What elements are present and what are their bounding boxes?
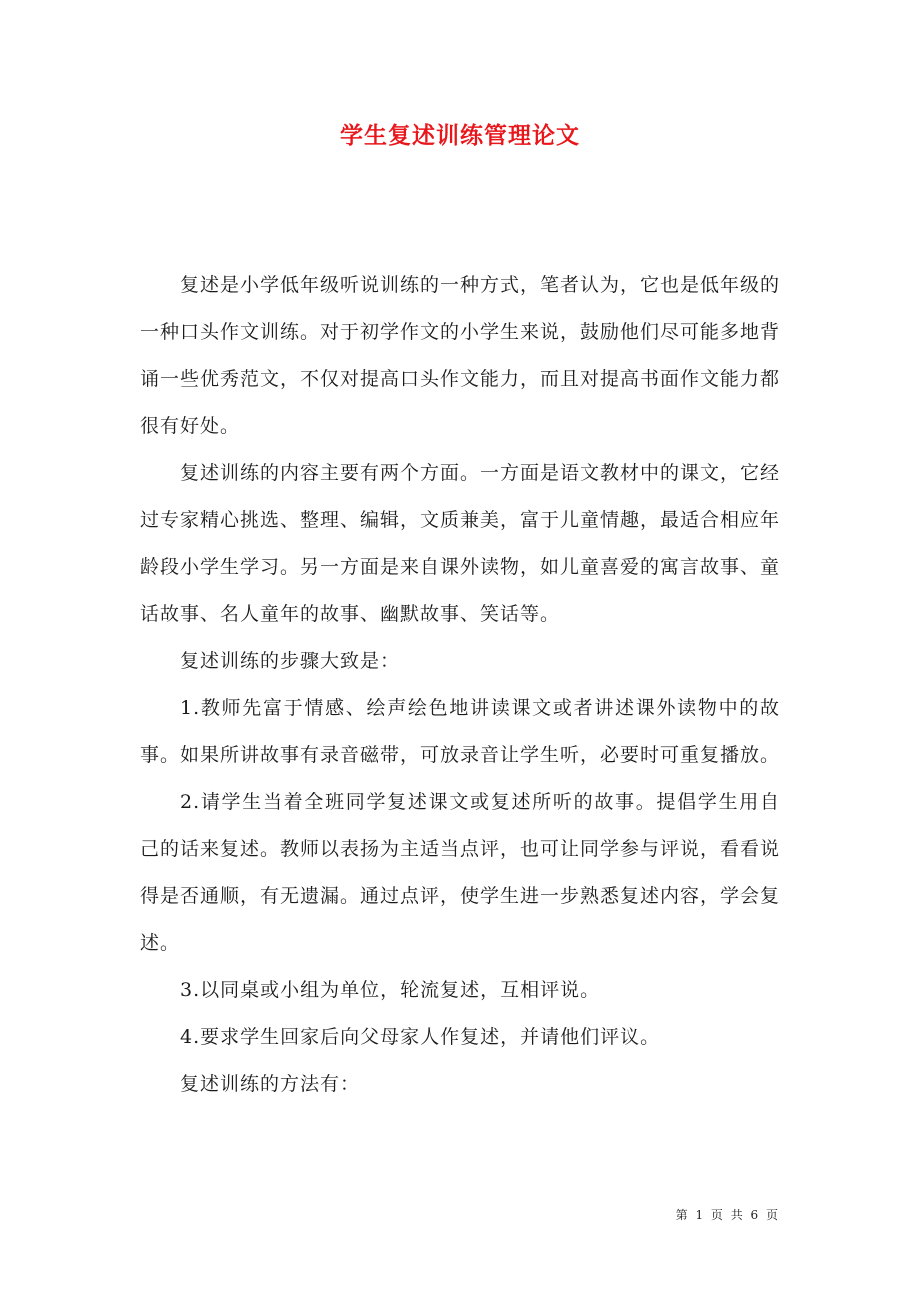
document-title: 学生复述训练管理论文: [340, 122, 580, 149]
paragraph-step-2: 2.请学生当着全班同学复述课文或复述所听的故事。提倡学生用自己的话来复述。教师以表扬为主适当点评，也可让同学参与评说，看看说得是否通顺，有无遗漏。通过点评，使学生进一步熟悉复述内容，学会复述。: [140, 791, 781, 954]
paragraph-intro: 复述是小学低年级听说训练的一种方式，笔者认为，它也是低年级的一种口头作文训练。对于初学作文的小学生来说，鼓励他们尽可能多地背诵一些优秀范文，不仅对提高口头作文能力，而且对提高书面作文能力都很有好处。: [140, 274, 781, 437]
paragraph-methods-heading: 复述训练的方法有：: [180, 1073, 361, 1095]
paragraph-step-1: 1.教师先富于情感、绘声绘色地讲读课文或者讲述课外读物中的故事。如果所讲故事有录音磁带，可放录音让学生听，必要时可重复播放。: [140, 697, 781, 766]
paragraph-step-3: 3.以同桌或小组为单位，轮流复述，互相评说。: [180, 979, 601, 1001]
paragraph-content: 复述训练的内容主要有两个方面。一方面是语文教材中的课文，它经过专家精心挑选、整理、编辑，文质兼美，富于儿童情趣，最适合相应年龄段小学生学习。另一方面是来自课外读物，如儿童喜爱的寓言故事、童话故事、名人童年的故事、幽默故事、笑话等。: [140, 462, 781, 625]
paragraph-step-4: 4.要求学生回家后向父母家人作复述，并请他们评议。: [180, 1026, 661, 1048]
page-number: 第 1 页 共 6 页: [675, 1208, 780, 1222]
paragraph-steps-heading: 复述训练的步骤大致是：: [180, 650, 401, 672]
document-body: [140, 262, 780, 1108]
